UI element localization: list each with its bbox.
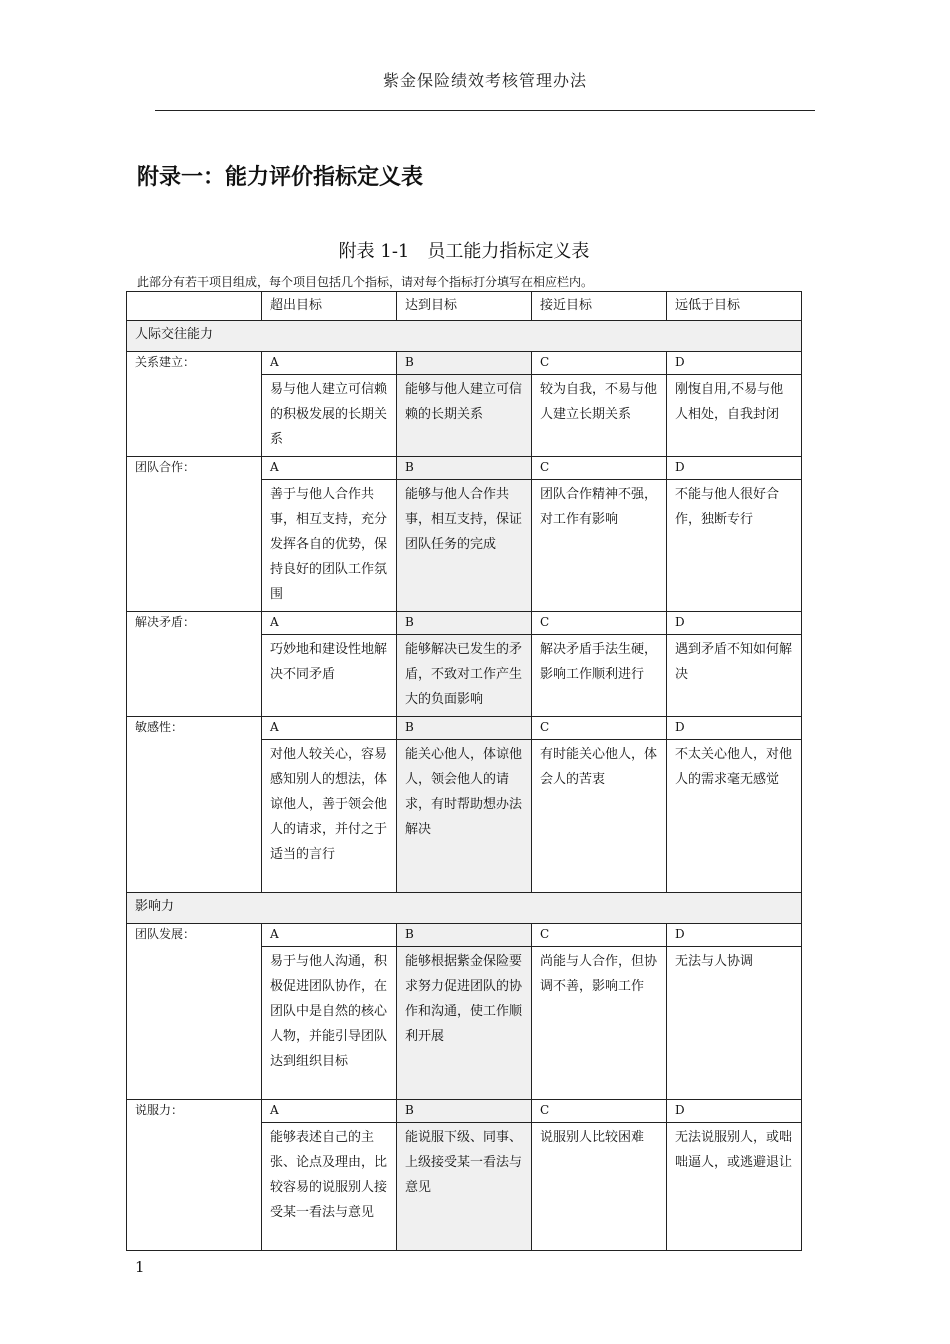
- indicator-grade-row: [127, 352, 802, 375]
- indicator-grade-row: [127, 717, 802, 740]
- grade-cell: A: [262, 457, 397, 480]
- indicator-label: 说服力：: [127, 1100, 262, 1251]
- grade-cell: C: [532, 1100, 667, 1123]
- description-cell: 遇到矛盾不知如何解决: [667, 635, 802, 717]
- description-cell: 巧妙地和建设性地解决不同矛盾: [262, 635, 397, 717]
- indicator-grade-row: [127, 924, 802, 947]
- section-row: [127, 893, 802, 924]
- section-title: 附录一：能力评价指标定义表: [137, 165, 424, 190]
- grade-cell: B: [397, 457, 532, 480]
- section-label: 影响力: [127, 893, 802, 924]
- column-header: 达到目标: [397, 292, 532, 321]
- description-cell: 能够表述自己的主张、论点及理由，比较容易的说服别人接受某一看法与意见: [262, 1123, 397, 1251]
- description-cell: 无法说服别人，或咄咄逼人，或逃避退让: [667, 1123, 802, 1251]
- grade-cell: A: [262, 612, 397, 635]
- grade-cell: C: [532, 352, 667, 375]
- grade-cell: D: [667, 457, 802, 480]
- indicator-label: 敏感性：: [127, 717, 262, 893]
- indicator-grade-row: [127, 457, 802, 480]
- grade-cell: A: [262, 717, 397, 740]
- description-cell: 能关心他人，体谅他人，领会他人的请求，有时帮助想办法解决: [397, 740, 532, 893]
- grade-cell: C: [532, 457, 667, 480]
- grade-cell: B: [397, 717, 532, 740]
- grade-cell: D: [667, 924, 802, 947]
- indicator-label: 团队合作：: [127, 457, 262, 612]
- description-cell: 团队合作精神不强，对工作有影响: [532, 480, 667, 612]
- grade-cell: A: [262, 1100, 397, 1123]
- grade-cell: D: [667, 1100, 802, 1123]
- description-cell: 能说服下级、同事、上级接受某一看法与意见: [397, 1123, 532, 1251]
- grade-cell: C: [532, 924, 667, 947]
- grade-cell: A: [262, 352, 397, 375]
- page-number: 1: [135, 1258, 145, 1276]
- description-cell: 解决矛盾手法生硬，影响工作顺利进行: [532, 635, 667, 717]
- section-label: 人际交往能力: [127, 321, 802, 352]
- indicator-label: 团队发展：: [127, 924, 262, 1100]
- column-header: [127, 292, 262, 321]
- description-cell: 刚愎自用,不易与他人相处，自我封闭: [667, 375, 802, 457]
- grade-cell: C: [532, 717, 667, 740]
- description-cell: 能够与他人合作共事，相互支持，保证团队任务的完成: [397, 480, 532, 612]
- description-cell: 说服别人比较困难: [532, 1123, 667, 1251]
- grade-cell: A: [262, 924, 397, 947]
- description-cell: 易于与他人沟通，积极促进团队协作，在团队中是自然的核心人物，并能引导团队达到组织目标: [262, 947, 397, 1100]
- indicator-grade-row: [127, 1100, 802, 1123]
- description-cell: 能够根据紫金保险要求努力促进团队的协作和沟通，使工作顺利开展: [397, 947, 532, 1100]
- document-header: 紫金保险绩效考核管理办法: [382, 71, 587, 90]
- grade-cell: B: [397, 352, 532, 375]
- column-header: 超出目标: [262, 292, 397, 321]
- grade-cell: B: [397, 1100, 532, 1123]
- description-cell: 能够解决已发生的矛盾，不致对工作产生大的负面影响: [397, 635, 532, 717]
- description-cell: 善于与他人合作共事，相互支持，充分发挥各自的优势，保持良好的团队工作氛围: [262, 480, 397, 612]
- ability-indicator-table: [126, 291, 802, 1251]
- table-header-row: [127, 292, 802, 321]
- description-cell: 较为自我，不易与他人建立长期关系: [532, 375, 667, 457]
- description-cell: 对他人较关心，容易感知别人的想法，体谅他人，善于领会他人的请求，并付之于适当的言行: [262, 740, 397, 893]
- indicator-label: 解决矛盾：: [127, 612, 262, 717]
- description-cell: 有时能关心他人，体会人的苦衷: [532, 740, 667, 893]
- grade-cell: B: [397, 924, 532, 947]
- description-cell: 不能与他人很好合作，独断专行: [667, 480, 802, 612]
- grade-cell: D: [667, 612, 802, 635]
- description-cell: 不太关心他人，对他人的需求毫无感觉: [667, 740, 802, 893]
- table-caption: 附表 1-1 员工能力指标定义表: [338, 241, 590, 262]
- description-cell: 能够与他人建立可信赖的长期关系: [397, 375, 532, 457]
- header-rule: [155, 110, 815, 111]
- description-cell: 易与他人建立可信赖的积极发展的长期关系: [262, 375, 397, 457]
- grade-cell: C: [532, 612, 667, 635]
- indicator-grade-row: [127, 612, 802, 635]
- section-row: [127, 321, 802, 352]
- grade-cell: D: [667, 352, 802, 375]
- indicator-label: 关系建立：: [127, 352, 262, 457]
- column-header: 远低于目标: [667, 292, 802, 321]
- instruction-text: 此部分有若干项目组成，每个项目包括几个指标，请对每个指标打分填写在相应栏内。: [137, 275, 594, 289]
- grade-cell: D: [667, 717, 802, 740]
- column-header: 接近目标: [532, 292, 667, 321]
- grade-cell: B: [397, 612, 532, 635]
- description-cell: 尚能与人合作，但协调不善，影响工作: [532, 947, 667, 1100]
- description-cell: 无法与人协调: [667, 947, 802, 1100]
